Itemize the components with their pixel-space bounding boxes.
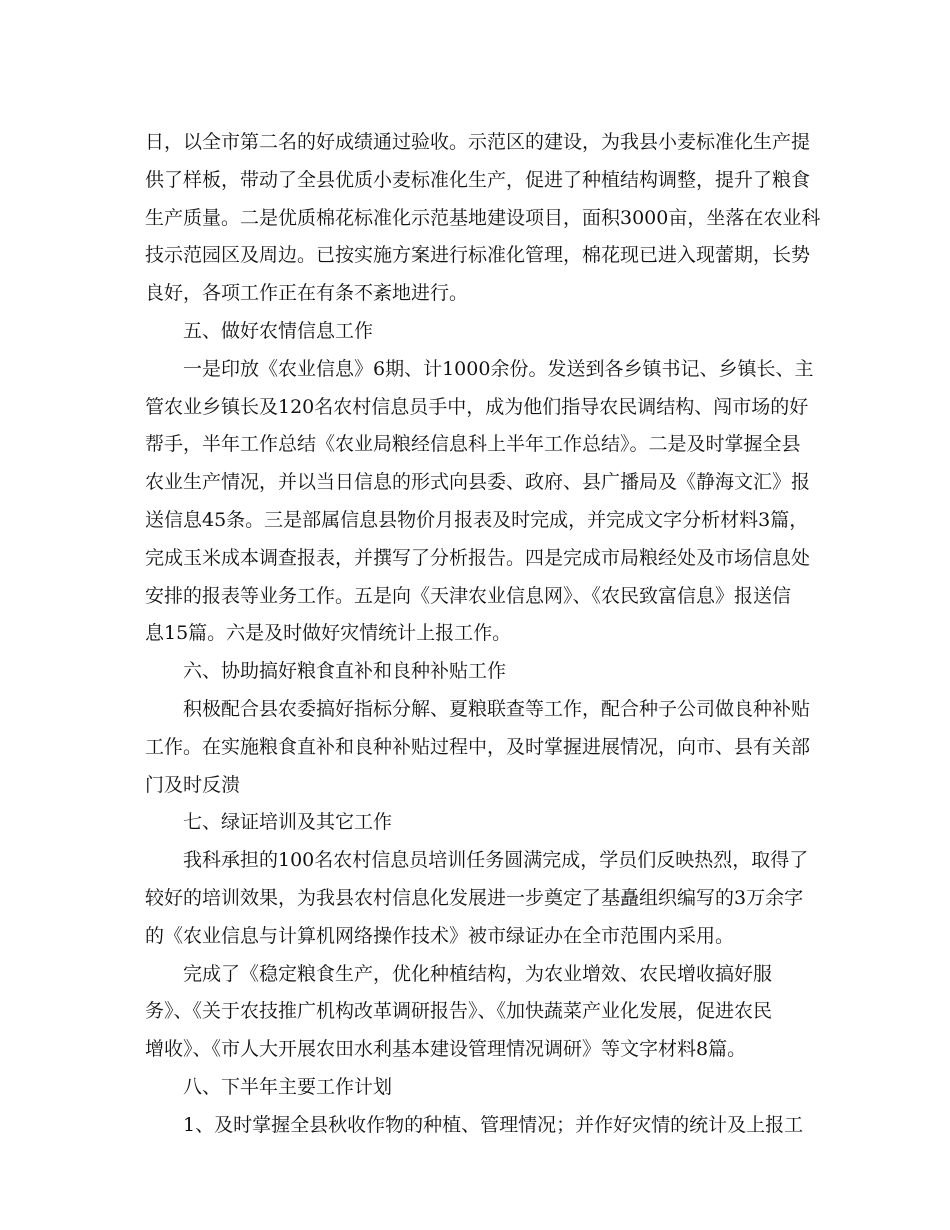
paragraph-line: 务》、《关于农技推广机构改革调研报告》、《加快蔬菜产业化发展，促进农民 [145,1000,773,1023]
section-heading: 五、做好农情信息工作 [183,319,374,342]
paragraph-line: 日，以全市第二名的好成绩通过验收。示范区的建设，为我县小麦标准化生产提 [145,131,811,153]
paragraph-line: 农业生产情况，并以当日信息的形式向县委、政府、县广播局及《静海文汇》报 [145,471,811,494]
section-heading: 六、协助搞好粮食直补和良种补贴工作 [183,660,507,683]
paragraph-line: 良好，各项工作正在有条不紊地进行。 [145,282,469,305]
paragraph-line: 1、及时掌握全县秋收作物的种植、管理情况；并作好灾情的统计及上报工 [183,1113,804,1136]
paragraph-line: 较好的培训效果，为我县农村信息化发展进一步奠定了基矗组织编写的3万余字 [145,886,804,909]
paragraph-line: 管农业乡镇长及120名农村信息员手中，成为他们指导农民调结构、闯市场的好 [145,395,809,418]
paragraph-line: 积极配合县农委搞好指标分解、夏粮联查等工作，配合种子公司做良种补贴 [183,697,811,720]
paragraph-line: 送信息45条。三是部属信息县物价月报表及时完成，并完成文字分析材料3篇， [145,508,809,531]
paragraph-line: 帮手，半年工作总结《农业局粮经信息科上半年工作总结》。二是及时掌握全县 [145,433,801,456]
paragraph-line: 供了样板，带动了全县优质小麦标准化生产，促进了种植结构调整，提升了粮食 [145,168,811,191]
paragraph-line: 门及时反溃 [145,773,241,796]
section-heading: 七、绿证培训及其它工作 [183,811,393,834]
paragraph-line: 我科承担的100名农村信息员培训任务圆满完成，学员们反映热烈，取得了 [183,849,809,872]
paragraph-line: 完成了《稳定粮食生产，优化种植结构，为农业增效、农民增收搞好服 [183,962,773,985]
paragraph-line: 的《农业信息与计算机网络操作技术》被市绿证办在全市范围内采用。 [145,924,735,947]
document-body [145,124,821,1145]
paragraph-line: 完成玉米成本调查报表，并撰写了分析报告。四是完成市局粮经处及市场信息处 [145,546,811,569]
paragraph-line: 息15篇。六是及时做好灾情统计上报工作。 [145,622,512,645]
paragraph-line: 生产质量。二是优质棉花标准化示范基地建设项目，面积3000亩，坐落在农业科 [145,206,821,229]
paragraph-line: 增收》、《市人大开展农田水利基本建设管理情况调研》等文字材料8篇。 [145,1038,747,1061]
section-heading: 八、下半年主要工作计划 [183,1075,393,1098]
paragraph-line: 工作。在实施粮食直补和良种补贴过程中，及时掌握进展情况，向市、县有关部 [145,735,811,758]
paragraph-line: 一是印放《农业信息》6期、计1000余份。发送到各乡镇书记、乡镇长、主 [183,357,814,380]
paragraph-line: 安排的报表等业务工作。五是向《天津农业信息网》、《农民致富信息》报送信 [145,584,792,607]
paragraph-line: 技示范园区及周边。已按实施方案进行标准化管理，棉花现已进入现蕾期，长势 [145,244,811,267]
